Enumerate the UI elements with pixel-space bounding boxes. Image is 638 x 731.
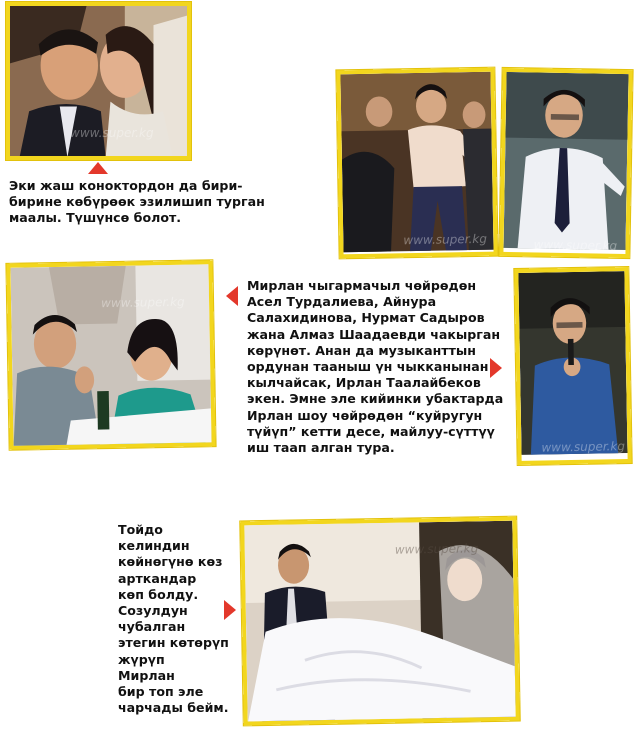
watermark: www.super.kg	[394, 541, 479, 557]
watermark: www.super.kg	[403, 231, 488, 248]
caption-arrow-right-wedding	[224, 600, 236, 620]
caption-arrow-up	[88, 162, 108, 174]
caption-kiss: Эки жаш коноктордон да бири- бирине көбүрөөк эзилишип турган маалы. Түшүнсө болот.	[9, 178, 265, 226]
watermark: www.super.kg	[541, 439, 626, 455]
photo-guests-table	[6, 260, 215, 450]
photo-couple-kiss	[6, 2, 191, 160]
photo-man-dancing	[336, 68, 497, 259]
caption-arrow-right	[490, 358, 502, 378]
photo-bride-dress	[240, 517, 520, 726]
watermark: www.super.kg	[70, 126, 154, 140]
photo-singer-microphone	[514, 267, 631, 465]
photo-man-tie	[499, 68, 632, 258]
watermark: www.super.kg	[100, 294, 185, 311]
caption-wedding: Тойдо келиндин көйнөгүнө көз арткандар көп болду. Созулдун чубалган этегин көтөрүп жүрүп Мирлан бир топ эле чарчады бейм.	[118, 522, 229, 716]
caption-mirlan: Мирлан чыгармачыл чөйрөдөн Асел Турдалиева, Айнура Салахидинова, Нурмат Садыров жана Алмаз Шаадаевди чакырган көрүнөт. Анан да музыканттын ордунан тааныш үн чыкканынан кылчайсак, Ирлан Таалайбеков экен. Эмне эле кийинки убактарда Ирлан шоу чөйрөдөн “куйругун түйүп” кетти десе, майлуу-сүттүү иш таап алган тура.	[247, 278, 504, 456]
caption-arrow-left	[226, 286, 238, 306]
watermark: www.super.kg	[533, 237, 618, 253]
